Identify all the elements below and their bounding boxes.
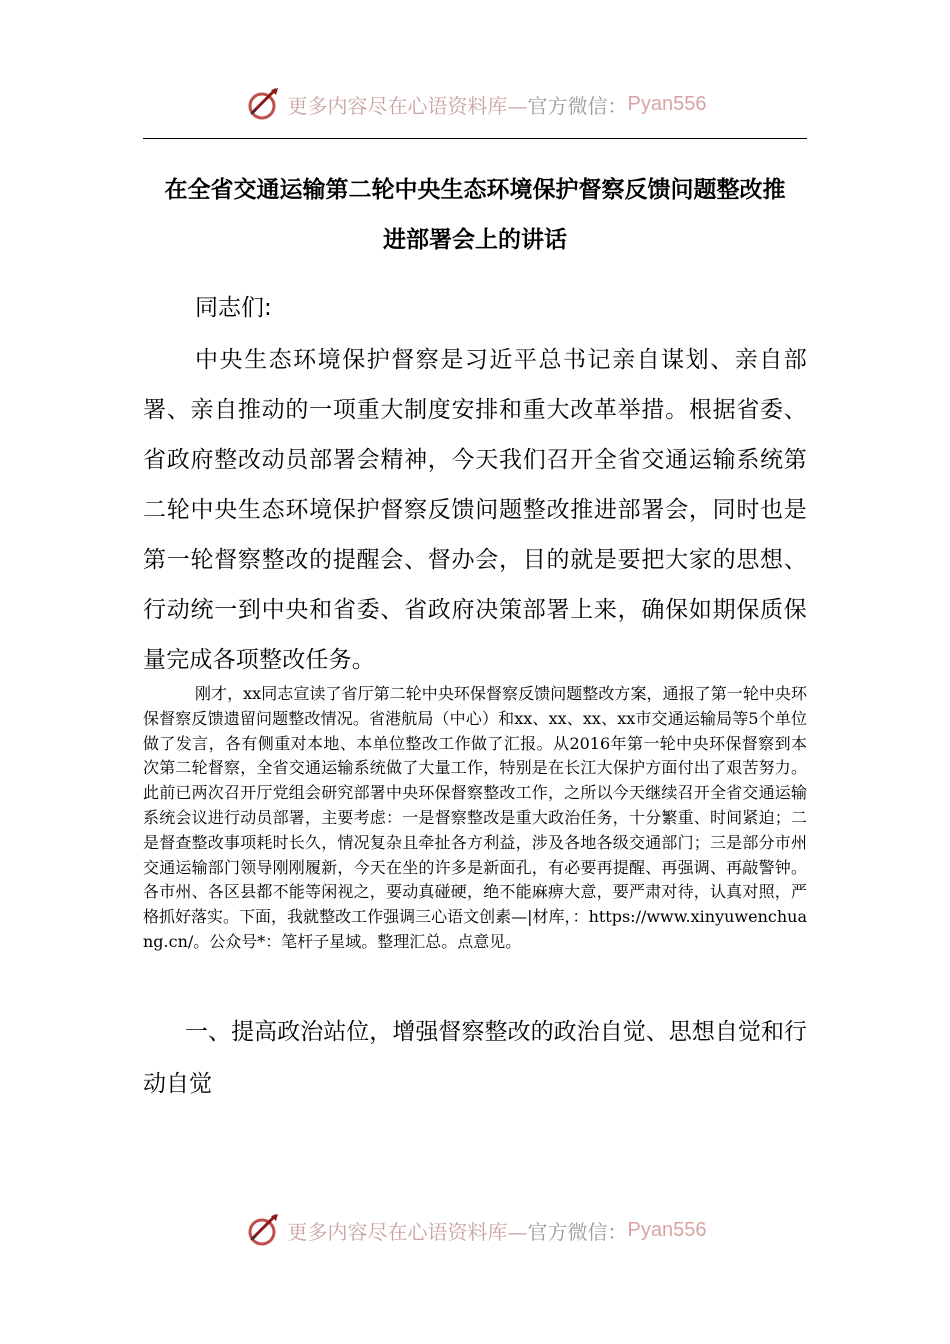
document-title-line2: 进部署会上的讲话 (383, 227, 567, 253)
banner-wechat-label: 官方微信： (527, 1219, 628, 1244)
paragraph-details: 刚才，xx同志宣读了省厅第二轮中央环保督察反馈问题整改方案，通报了第一轮中央环保督察反馈遗留问题整改情况。省港航局（中心）和xx、xx、xx、xx市交通运输局等5个单位做了发言，各有侧重对本地、本单位整改工作做了汇报。从2016年第一轮中央环保督察到本次第二轮督察，全省交通运输系统做了大量工作，特别是在长江大保护方面付出了艰苦努力。此前已两次召开厅党组会研究部署中央环保督察整改工作，之所以今天继续召开全省交通运输系统会议进行动员部署，主要考虑：一是督察整改是重大政治任务，十分繁重、时间紧迫；二是督查整改事项耗时长久，情况复杂且牵扯各方利益，涉及各地各级交通部门；三是部分市州交通运输部门领导刚刚履新，今天在坐的许多是新面孔，有必要再提醒、再强调、再敲警钟。各市州、各区县都不能等闲视之，要动真碰硬，绝不能麻痹大意，要严肃对待，认真对照，严格抓好落实。下面，我就整改工作强调三心语文创素—|材库，：https://www.xinyuwenchuang.cn/。公众号*：笔杆子星域。整理汇总。点意见。 (143, 684, 807, 951)
banner-prefix: 更多内容尽在心语资料库— (287, 93, 528, 118)
header-divider (143, 138, 807, 139)
pen-logo-icon (244, 1210, 284, 1250)
paragraph-intro: 中央生态环境保护督察是习近平总书记亲自谋划、亲自部署、亲自推动的一项重大制度安排和重大改革举措。根据省委、省政府整改动员部署会精神，今天我们召开全省交通运输系统第二轮中央生态环境保护督察反馈问题整改推进部署会，同时也是第一轮督察整改的提醒会、督办会，目的就是要把大家的思想、行动统一到中央和省委、省政府决策部署上来，确保如期保质保量完成各项整改任务。 (143, 347, 807, 673)
document-title-line1: 在全省交通运输第二轮中央生态环境保护督察反馈问题整改推 (164, 177, 786, 203)
banner-wechat-id: Pyan556 (627, 92, 707, 115)
section-heading-1: 一、提高政治站位，增强督察整改的政治自觉、思想自觉和行动自觉 (143, 1019, 807, 1097)
banner-wechat-label: 官方微信： (527, 93, 628, 118)
header-watermark-banner (0, 82, 950, 126)
banner-prefix: 更多内容尽在心语资料库— (287, 1219, 528, 1244)
greeting: 同志们: (195, 295, 272, 321)
pen-logo-icon (244, 84, 284, 124)
footer-watermark-banner (0, 1208, 950, 1252)
banner-wechat-id: Pyan556 (627, 1218, 707, 1241)
